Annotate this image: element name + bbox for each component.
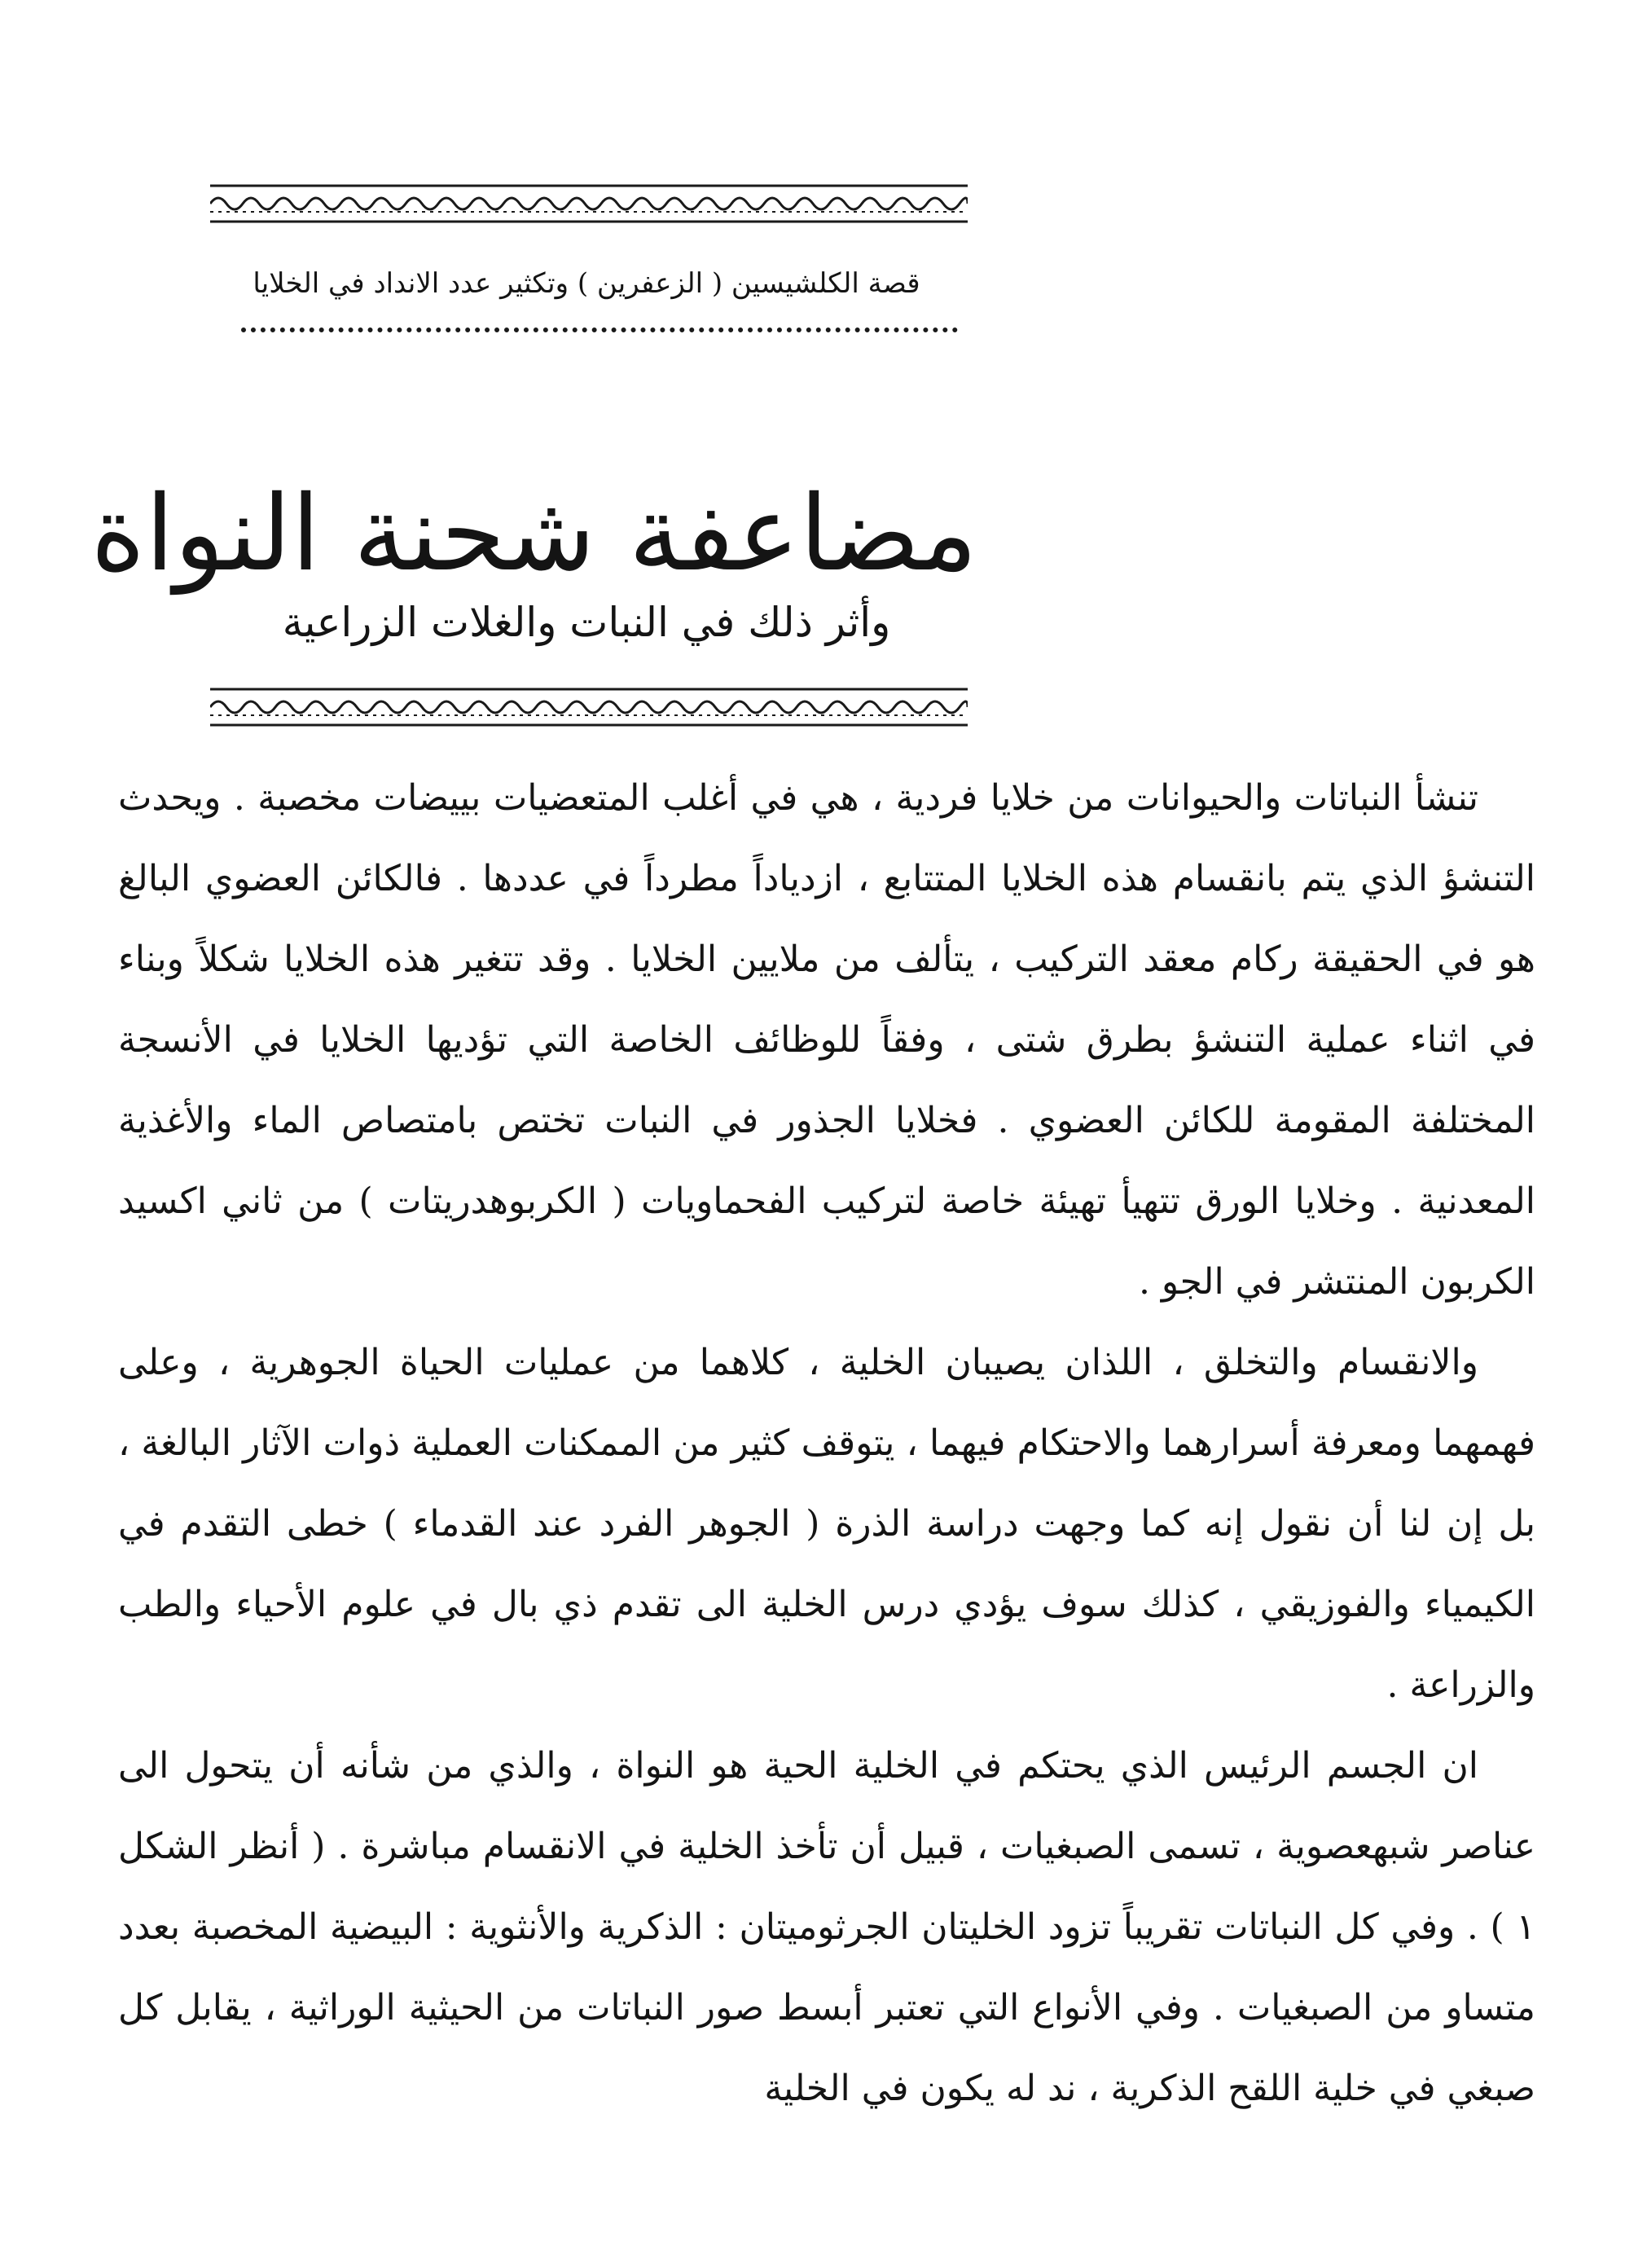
ornamental-border-graphic: [210, 684, 968, 730]
ornamental-border-graphic: [210, 181, 968, 226]
chapter-title: مضاعفة شحنة النواة: [90, 472, 977, 595]
paragraph-3: ان الجسم الرئيس الذي يحتكم في الخلية الحية هو النواة ، والذي من شأنه أن يتحول الى عناصر شبهعصوية ، تسمى الصبغيات ، قبيل أن تأخذ الخلية في الانقسام مباشرة . ( أنظر الشكل ١ ) . وفي كل النباتات تقريباً تزود الخليتان الجرثوميتان : الذكرية والأنثوية : البيضية المخصبة بعدد متساو من الصبغيات . وفي الأنواع التي تعتبر أبسط صور النباتات من الحيثية الوراثية ، يقابل كل صبغي في خلية اللقح الذكرية ، ند له يكون في الخلية: [118, 1745, 1535, 2109]
body-text: [118, 758, 1535, 2129]
paragraph-1: تنشأ النباتات والحيوانات من خلايا فردية ، هي في أغلب المتعضيات بييضات مخصبة . ويحدث التنشؤ الذي يتم بانقسام هذه الخلايا المتتابع ، ازدياداً مطرداً في عددها . فالكائن العضوي البالغ هو في الحقيقة ركام معقد التركيب ، يتألف من ملايين الخلايا . وقد تتغير هذه الخلايا شكلاً وبناء في اثناء عملية التنشؤ بطرق شتى ، وفقاً للوظائف الخاصة التي تؤديها الخلايا في الأنسجة المختلفة المقومة للكائن العضوي . فخلايا الجذور في النبات تختص بامتصاص الماء والأغذية المعدنية . وخلايا الورق تتهيأ تهيئة خاصة لتركيب الفحماويات ( الكربوهدريتات ) من ثاني اكسيد الكربون المنتشر في الجو .: [118, 777, 1535, 1303]
paragraph-2: والانقسام والتخلق ، اللذان يصيبان الخلية ، كلاهما من عمليات الحياة الجوهرية ، وعلى فهمهما ومعرفة أسرارهما والاحتكام فيهما ، يتوقف كثير من الممكنات العملية ذوات الآثار البالغة ، بل إن لنا أن نقول إنه كما وجهت دراسة الذرة ( الجوهر الفرد عند القدماء ) خطى التقدم في الكيمياء والفوزيقي ، كذلك سوف يؤدي درس الخلية الى تقدم ذي بال في علوم الأحياء والطب والزراعة .: [118, 1342, 1535, 1706]
bottom-ornamental-border: [210, 684, 968, 730]
running-head: قصة الكلشيسين ( الزعفرين ) وتكثير عدد الانداد في الخلايا: [253, 267, 920, 300]
dotted-rule: [241, 327, 958, 332]
top-ornamental-border: [210, 181, 968, 226]
chapter-subtitle: وأثر ذلك في النبات والغلات الزراعية: [282, 599, 891, 646]
